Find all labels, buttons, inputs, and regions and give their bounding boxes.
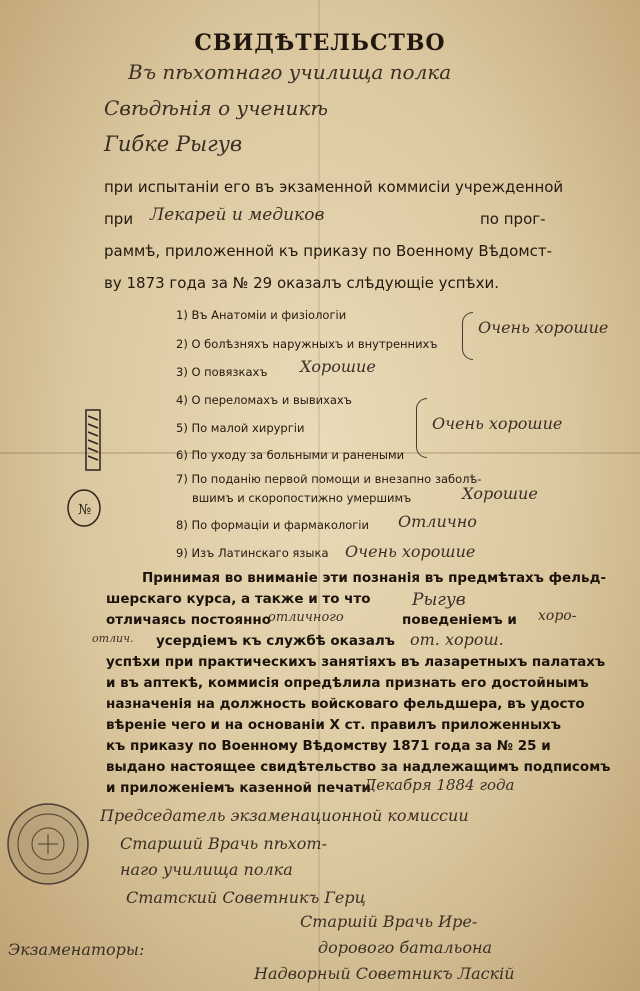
- handwritten-date: Декабря 1884 года: [364, 776, 515, 794]
- body-line-6: и въ аптекѣ, коммисiя опредѣлила признать его достойнымъ: [106, 675, 589, 691]
- body-line-10: выдано настоящее свидѣтельство за надлежащимъ подписомъ: [106, 759, 611, 775]
- number-sign-text: №: [78, 502, 92, 518]
- body-line-4: усердiемъ къ службѣ оказалъ: [156, 633, 395, 649]
- handwritten-line-1: Въ пѣхотнаго училища полка: [128, 60, 452, 84]
- handwritten-name-2: Рыгув: [412, 590, 466, 610]
- grade-subjects-4-6: Очень хорошие: [432, 414, 563, 433]
- body-line-2: шерскаго курса, а также и то что: [106, 591, 371, 607]
- body-line-3-b: поведенiемъ и: [402, 612, 517, 628]
- grade-subject-9: Очень хорошие: [345, 542, 476, 561]
- subject-1: 1) Въ Анатомiи и физiологiи: [176, 308, 347, 322]
- signature-line-3: наго училища полка: [120, 860, 293, 879]
- official-seal: [4, 800, 92, 888]
- handwritten-zeal: от. хорош.: [410, 630, 504, 649]
- subject-7: 7) По поданiю первой помощи и внезапно заболѣ-: [176, 472, 482, 486]
- handwritten-conduct-2: хоро-: [538, 608, 577, 624]
- body-line-5: успѣхи при практическихъ занятiяхъ въ лазаретныхъ палатахъ: [106, 654, 606, 670]
- signature-line-4: Статский Советникъ Герц: [126, 888, 366, 907]
- signature-line-2: Старший Врачь пѣхот-: [120, 834, 327, 853]
- signature-line-7: дорового батальона: [318, 938, 493, 957]
- subject-8: 8) По формацiи и фармакологiи: [176, 518, 369, 532]
- intro-line-1: при испытанiи его въ экзаменной коммисiи учрежденной: [104, 178, 564, 196]
- grade-subject-3: Хорошие: [300, 357, 376, 376]
- grade-subject-7: Хорошие: [462, 484, 538, 503]
- body-line-8: вѣренiе чего и на основанiи Х ст. правилъ приложенныхъ: [106, 717, 562, 733]
- brace-subjects-1-2: [462, 312, 473, 360]
- handwritten-commission: Лекарей и медиков: [150, 205, 325, 225]
- subject-3: 3) О повязкахъ: [176, 365, 268, 379]
- subject-7-cont: вшимъ и скоропостижно умершимъ: [192, 491, 412, 505]
- grade-subject-8: Отлично: [398, 512, 477, 531]
- signature-line-8: Надворный Советникъ Ласкiй: [254, 964, 515, 983]
- intro-line-2-a: при: [104, 210, 134, 228]
- subject-9: 9) Изъ Латинскаго языка: [176, 546, 329, 560]
- body-line-9: къ приказу по Военному Вѣдомству 1871 года за № 25 и: [106, 738, 551, 754]
- body-line-11: и приложенiемъ казенной печати: [106, 780, 371, 796]
- intro-line-2-b: по прог-: [480, 210, 546, 228]
- subject-6: 6) По уходу за больными и ранеными: [176, 448, 405, 462]
- grade-subjects-1-2: Очень хорошие: [478, 318, 609, 337]
- intro-line-3: раммѣ, приложенной къ приказу по Военному Вѣдомст-: [104, 242, 553, 260]
- signature-line-1: Председатель экзаменационной комиссии: [100, 806, 469, 825]
- body-line-3-a: отличаясь постоянно: [106, 612, 272, 628]
- handwritten-name: Гибке Рыгув: [104, 132, 243, 156]
- subject-4: 4) О переломахъ и вывихахъ: [176, 393, 352, 407]
- document-title: СВИДѢТЕЛЬСТВО: [194, 30, 446, 56]
- body-line-7: назначенiя на должность войсковаго фельдшера, въ удосто: [106, 696, 585, 712]
- brace-subjects-4-6: [416, 398, 427, 458]
- body-line-1: Принимая во вниманiе эти познанiя въ предмѣтахъ фельд-: [142, 570, 607, 586]
- intro-line-4: ву 1873 года за № 29 оказалъ слѣдующiе успѣхи.: [104, 274, 500, 292]
- subject-2: 2) О болѣзняхъ наружныхъ и внутреннихъ: [176, 337, 438, 351]
- handwritten-conduct: отличного: [268, 610, 344, 625]
- signature-examiners-label: Экзаменаторы:: [8, 940, 145, 959]
- signature-line-6: Старшiй Врачь Ире-: [300, 912, 478, 931]
- registration-number-stamp: [56, 400, 108, 532]
- subject-5: 5) По малой хирургiи: [176, 421, 305, 435]
- handwritten-line-2: Свѣдѣнiя о ученикѣ: [104, 96, 329, 120]
- handwritten-zeal-prefix: отлич.: [92, 632, 134, 645]
